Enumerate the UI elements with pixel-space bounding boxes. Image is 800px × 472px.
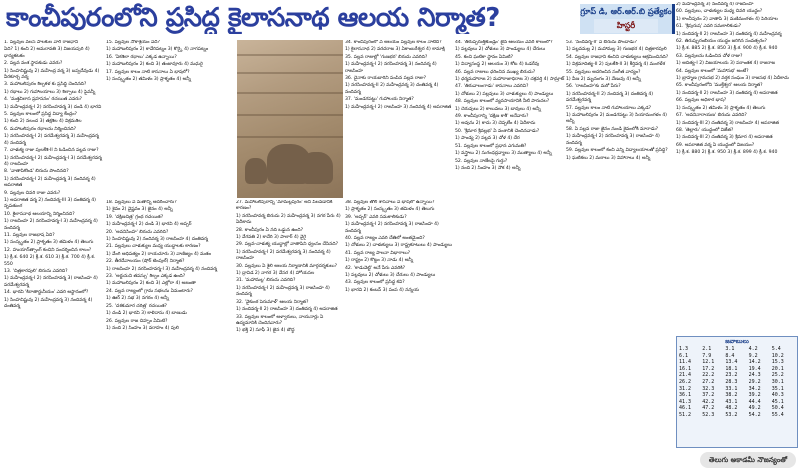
answer-cell: 12.1 bbox=[702, 359, 715, 366]
question-line: 9. పల్లవుల చివరి రాజు ఎవరు? bbox=[4, 190, 61, 196]
question-column-6 bbox=[566, 40, 674, 470]
question-line: 38. పల్లవుల తొలి శాసనాలు ఏ భాషలో ఉన్నాయి? bbox=[345, 200, 435, 205]
answer-cell: 6.1 bbox=[679, 352, 689, 359]
question-line: 16. 'ఏకశిలా రథాలు' ఎక్కడ ఉన్నాయి? bbox=[106, 54, 177, 60]
question-line: 1) పల్లవులు 2) చోళులు 3) చేరులు 4) పాండ్యులు bbox=[345, 273, 436, 279]
question-line: 46. పల్లవ రాజులు ధరించిన ముఖ్య బిరుదు? bbox=[455, 69, 536, 75]
question-line: 1) దండి 2) భారవి 3) కాళిదాసు 4) బాణుడు bbox=[106, 311, 187, 317]
question-line: 1) నరసింహవర్మ బిరుదు 2) మహేంద్రవర్మ 3) నగర పేరు 4) ఏదీకాదు bbox=[236, 213, 341, 226]
answer-cell: 54.2 bbox=[748, 411, 761, 418]
question-line: 1) మహేంద్రవర్మ-I 2) నరసింహవర్మ 3) రాజసింహ 4) నందివర్మ bbox=[566, 134, 660, 146]
answer-row bbox=[679, 392, 795, 399]
question-line: 20. 'అవనిసింహ' బిరుదు ఎవరిది? bbox=[106, 229, 169, 235]
question-line: 62. తిరుప్పురంబియం యుద్ధం జరిగిన సంవత్సరం? bbox=[676, 39, 767, 45]
answer-row bbox=[679, 412, 795, 419]
question-line: 1) నందివర్మ-III 2) దంతివర్మ 3) శ్రీమార 4) అపరాజిత bbox=[676, 135, 773, 141]
question-line: 47. 'తిరువాలంగాడు' శాసనాలు ఎవరివి? bbox=[455, 84, 529, 90]
question-line: 1) క్రీ.శ. 885 2) క్రీ.శ. 850 3) క్రీ.శ. 900 4) క్రీ.శ. 940 bbox=[676, 46, 778, 52]
question-line: ఏది? 1) కంచి 2) అమరావతి 3) విజయపురి 4) ధాన్యకటకం bbox=[4, 47, 90, 59]
answer-row bbox=[679, 366, 795, 373]
question-line: 10. కైలాసనాథ ఆలయాన్ని నిర్మించినది? bbox=[4, 211, 75, 217]
question-line: 15. పల్లవుల నౌకాశ్రయం ఏది? bbox=[106, 40, 160, 45]
question-line: 24. పల్లవ రాజ్యంలో గ్రామ సభలను ఏమంటారు? bbox=[106, 288, 193, 294]
question-column-5 bbox=[455, 40, 565, 470]
question-line: 55. పల్లవులు ఆదరించిన సంగీత వాద్యం? bbox=[566, 69, 641, 75]
answer-key-table bbox=[679, 346, 795, 419]
answer-cell: 15.3 bbox=[771, 359, 784, 366]
answer-cell: 32.3 bbox=[702, 385, 715, 392]
question-line: 1) సంస్కృతం 2) ప్రాకృతం 3) తమిళం 4) తెలుగు bbox=[4, 240, 94, 246]
question-line: 1) మహేంద్రవర్మ-I 2) రాజసింహ 3) నందివర్మ 4) అపరాజిత bbox=[345, 104, 452, 110]
question-line: 1) నంది 2) సింహం 3) వరాహం 4) పులి bbox=[106, 325, 179, 331]
answer-cell: 3.1 bbox=[725, 346, 735, 352]
answer-cell: 14.2 bbox=[748, 359, 761, 366]
question-line: 21. పల్లవులు చాళుక్యుల మధ్య యుద్ధాలకు కారణం? bbox=[106, 244, 201, 250]
answer-cell: 34.2 bbox=[748, 385, 761, 392]
question-line: 49. కాంచీపురాన్ని 'దక్షిణ కాశీ' అనేవారు? bbox=[455, 114, 529, 120]
question-line: 69. అపరాజిత వర్మ ఏ యుద్ధంలో విజయం? bbox=[676, 142, 755, 148]
answer-cell: 7.9 bbox=[702, 352, 712, 359]
question-line: 60. పల్లవులు, చాళుక్యుల మధ్య చివరి యుద్ధం? bbox=[676, 9, 763, 15]
question-line: 65. కాంచీపురంలోని 'ముక్తేశ్వర' ఆలయ నిర్మాత? bbox=[676, 83, 763, 89]
question-line: 1) ధర్మమహారాజ 2) మహారాజాధిరాజ 3) చక్రవర్తి 4) సామ్రాట్ bbox=[455, 77, 565, 83]
answer-key-box bbox=[676, 336, 798, 448]
question-line: 6. మహాబలిపురం రథాలను నిర్మించినది? bbox=[4, 126, 77, 132]
question-line: 42. 'కాడువెట్టి' అనే పేరు ఎవరికి? bbox=[345, 265, 406, 271]
answer-cell: 1.3 bbox=[679, 346, 689, 352]
question-line: 1) మహేంద్రవర్మ-I 2) దండి 3) భారవి 4) అప్పర్ bbox=[106, 222, 192, 228]
answer-cell: 49.2 bbox=[748, 405, 761, 412]
question-line: 1) రథాలు 2) గుహాలయాలు 3) శిల్పాలు 4) పైవన్నీ bbox=[4, 89, 96, 95]
question-line: 30. పల్లవులు ఏ శైలి ఆలయ నిర్మాణానికి మార్గదర్శకులు? bbox=[236, 263, 338, 269]
question-line: 2. పల్లవ వంశ స్థాపకుడు ఎవరు? bbox=[4, 61, 63, 67]
question-line: 1) చోళులు 2) చాళుక్యులు 3) రాష్ట్రకూటులు 4) పాండ్యులు bbox=[345, 243, 452, 249]
question-line: 64. పల్లవుల కాలంలో 'మహాసభ' అంటే? bbox=[676, 68, 749, 74]
question-line: 26. పల్లవుల రాజ చిహ్నం ఏమిటి? bbox=[106, 318, 168, 324]
question-line: 59. పల్లవుల కాలంలో కంచి ఎన్ని విద్యాలయాలతో ప్రసిద్ధి? bbox=[566, 148, 668, 154]
question-column-4-top bbox=[345, 40, 453, 198]
answer-cell: 2.1 bbox=[702, 346, 712, 352]
question-line: 1) సింహవిష్ణువు 2) నందివర్మ 3) రాజసింహ 4) దంతివర్మ bbox=[106, 237, 208, 243]
question-line: 53. 'నందివర్మ-II' ఏ బిరుదు పొందాడు? bbox=[566, 40, 637, 45]
answer-cell: 35.1 bbox=[771, 385, 784, 392]
question-line: 1) ఆదిత్య-I 2) విజయాలయ 3) పరాంతక 4) రాజరాజ bbox=[676, 61, 775, 67]
question-line: 67. 'అవనినారాయణ' బిరుదు ఎవరిది? bbox=[676, 113, 747, 119]
answer-cell: 51.2 bbox=[679, 411, 692, 418]
section-tag bbox=[580, 4, 675, 34]
question-line: 1) మహేంద్రవర్మ-I 2) నరసింహవర్మ 3) నందివర్మ 4) రాజసింహ bbox=[345, 62, 437, 74]
question-line: 23. 'అర్జునుని తపస్సు' శిల్పం ఎక్కడ ఉంది? bbox=[106, 274, 186, 280]
question-line: 1) నరసింహవర్మ-I 2) పరమేశ్వరవర్మ 3) నందివర్మ 4) రాజసింహ bbox=[236, 249, 331, 262]
question-line: 1) నరసింహవర్మ-II 2) నందివర్మ 3) దంతివర్మ 4) పరమేశ్వరవర్మ bbox=[566, 91, 654, 104]
question-line: 52. పల్లవుల నాణేలపై గుర్తు? bbox=[455, 158, 508, 164]
answer-cell: 52.3 bbox=[702, 411, 715, 418]
answer-cell: 30.1 bbox=[771, 378, 784, 385]
credit-footer: తెలుగు అకాడమీ నౌజన్యంతో bbox=[700, 452, 796, 468]
tag-subject-label: హిస్టరీ bbox=[594, 19, 658, 33]
answer-cell: 18.1 bbox=[725, 365, 738, 372]
answer-cell: 41.3 bbox=[679, 398, 692, 405]
question-line: 58. ఏ పల్లవ రాజు జైనం నుండి శైవంలోకి మారాడు? bbox=[566, 126, 659, 132]
answer-cell: 11.4 bbox=[679, 359, 692, 366]
question-line: 5. పల్లవుల కాలంలో ప్రసిద్ధ విద్యా కేంద్రం? bbox=[4, 112, 77, 118]
answer-row bbox=[679, 379, 795, 386]
question-line: 56. 'రాజసింహ'కు మరో పేరు? bbox=[566, 84, 621, 90]
answer-cell: 17.2 bbox=[702, 365, 715, 372]
answer-cell: 44.4 bbox=[748, 398, 761, 405]
answer-cell: 5.4 bbox=[771, 346, 781, 352]
question-line: 1) మహేంద్రవర్మ-I 2) నరసింహవర్మ 3) రాజసింహ 4) పరమేశ్వరవర్మ bbox=[4, 276, 98, 288]
answer-cell: 47.2 bbox=[702, 405, 715, 412]
question-line: 1) పాండ్య 2) పల్లవ 3) చోళ 4) చేర bbox=[455, 136, 520, 142]
question-line: 37. 'మండగపట్టు' గుహాలయ నిర్మాత? bbox=[345, 97, 414, 103]
question-line: 32. 'వైకుంఠ పెరుమాళ్' ఆలయ నిర్మాత? bbox=[236, 299, 309, 305]
question-column-2-bottom bbox=[106, 200, 234, 470]
question-line: 29. పల్లవ-చాళుక్య యుద్ధాల్లో వాతాపిని ధ్వంసం చేసినది? bbox=[236, 242, 339, 248]
answer-row bbox=[679, 353, 795, 360]
answer-cell: 16.1 bbox=[679, 365, 692, 372]
question-line: 1) వేంగి ఆధిపత్యం 2) రాయచూరు 3) వాణిజ్యం 4) మతం bbox=[106, 251, 211, 257]
question-line: 1) నరసింహవర్మ-I 2) పరమేశ్వరవర్మ 3) మహేంద్రవర్మ 4) నందివర్మ bbox=[4, 134, 99, 146]
question-column-4-bottom bbox=[345, 200, 453, 470]
question-line: 1) చెరువులు 2) కాలువలు 3) బావులు 4) అన్నీ bbox=[455, 106, 541, 112]
question-line: 1) ద్రావిడ 2) నాగర 3) వేసర 4) హోయసల bbox=[236, 271, 315, 277]
question-line: 63. పల్లవులను ఓడించిన చోళ రాజు? bbox=[676, 53, 743, 59]
question-line: 1) నందివర్మ-II 2) రాజసింహ 3) దంతివర్మ 4) మహేంద్రవర్మ bbox=[676, 31, 782, 37]
question-line: 17. పల్లవుల కాలం నాటి శాసనాలు ఏ భాషలో? bbox=[106, 69, 190, 75]
question-line: 1) ఘటికలు 2) మఠాలు 3) విహారాలు 4) అన్నీ bbox=[566, 155, 651, 161]
question-line: 41. పల్లవ రాజ్య పాలనా విభాగాలు? bbox=[345, 250, 411, 256]
question-line: 1) మహాబలిపురం 2) కంచి 3) తంజావూరు 4) మధురై bbox=[106, 62, 203, 68]
question-line: 1) సింహవిష్ణువు 2) మహేంద్రవర్మ 3) నందివర్మ 4) దంతివర్మ bbox=[4, 297, 93, 310]
question-line: 1) ప్రాకృతం 2) సంస్కృతం 3) తమిళం 4) తెలుగు bbox=[345, 207, 435, 213]
answer-cell: 9.2 bbox=[748, 352, 758, 359]
question-line: 28. కాంచీపురం ఏ నది ఒడ్డున ఉంది? bbox=[236, 227, 304, 233]
answer-row bbox=[679, 399, 795, 406]
answer-cell: 55.4 bbox=[771, 411, 784, 418]
question-line: 1) సంస్కృతం 2) తమిళం 3) ప్రాకృతం 4) తెలుగు bbox=[676, 105, 766, 111]
question-line: 1. పల్లవుల వలస పాలకుల వారి రాజధాని bbox=[4, 40, 79, 45]
question-line: 13. 'చిత్రకారపులి' బిరుదు ఎవరిది? bbox=[4, 269, 68, 274]
question-line: 1) భక్తి 2) సూఫీ 3) జైన 4) బౌద్ధ bbox=[236, 328, 295, 334]
answer-cell: 4.2 bbox=[748, 346, 758, 352]
question-line: 66. పల్లవుల అధికార భాష? bbox=[676, 98, 727, 104]
question-line: 1) కాంచీపురం 2) వాతాపి 3) మణిమంగళం 4) పెరియాల bbox=[676, 16, 778, 22]
question-line: 1) నందివర్మ-II 2) రాజసింహ 3) దంతివర్మ 4) అపరాజిత bbox=[676, 90, 778, 96]
question-line: 1) మహాబలిపురం 2) కంచి 3) ఎల్లోరా 4) అజంతా bbox=[106, 281, 197, 287]
question-line: 25. 'దశకుమార చరిత్ర' రచయిత? bbox=[106, 303, 167, 309]
question-line: 48. పల్లవుల కాలంలో వ్యవసాయానికి నీటి పారుదల? bbox=[455, 99, 550, 105]
question-line: 1) మహేంద్రవర్మ-I 2) నరసింహవర్మ 3) దండి 4) భారవి bbox=[4, 104, 102, 110]
answer-row bbox=[679, 372, 795, 379]
answer-cell: 21.4 bbox=[679, 372, 692, 379]
answer-cell: 33.1 bbox=[725, 385, 738, 392]
answer-row bbox=[679, 386, 795, 393]
question-line: 33. పల్లవుల కాలంలో ఆళ్వారులు, నాయనార్లు ఏ ఉద్యమానికి చెందినవారు? bbox=[236, 314, 324, 326]
question-line: 1) వేగవతి 2) కావేరి 3) పాలార్ 4) వైగై bbox=[236, 235, 307, 241]
question-line: 22. తీరదేవాలయం (షోర్ టెంపుల్) నిర్మాత? bbox=[106, 259, 185, 265]
question-line: 1) సంస్కృతం 2) తమిళం 3) ప్రాకృతం 4) అన్నీ bbox=[106, 77, 192, 83]
question-line: 4. 'మత్తవిలాస ప్రహసనం' రచయిత ఎవరు? bbox=[4, 97, 82, 103]
question-line: 68. 'తెల్లారు' యుద్ధంలో విజేత? bbox=[676, 127, 734, 133]
answer-cell: 43.1 bbox=[725, 398, 738, 405]
question-column-1 bbox=[4, 40, 104, 470]
question-line: 1) నందివర్మ-III 2) దంతివర్మ 3) రాజసింహ 4) అపరాజిత bbox=[676, 120, 779, 126]
answer-cell: 29.2 bbox=[748, 378, 761, 385]
question-line: 1) నరసింహవర్మ-I 2) మహేంద్రవర్మ-I 3) పరమేశ్వరవర్మ 4) రాజసింహ bbox=[4, 155, 102, 167]
question-line: 11. పల్లవుల రాజభాష ఏది? bbox=[4, 232, 55, 238]
question-line: 34. కాంచీపురంలో ఏ ఆలయం పల్లవుల కాలం నాటిది? bbox=[345, 40, 442, 45]
question-line: 40. పల్లవ రాజ్యం ఎవరి చేతిలో అంతమైంది? bbox=[345, 236, 425, 242]
question-column-7 bbox=[676, 2, 796, 332]
question-line: 1) ఊర్ 2) సభ 3) నగరం 4) అన్నీ bbox=[106, 296, 169, 302]
question-line: 1) భారవి 2) కంబన్ 3) పంప 4) నన్నయ bbox=[345, 287, 419, 293]
answer-cell: 40.3 bbox=[771, 392, 784, 399]
question-line: 18. పల్లవులు ఏ మతాన్ని ఆదరించారు? bbox=[106, 200, 177, 205]
answer-cell: 39.2 bbox=[748, 392, 761, 399]
question-line: 1) మహేంద్రవర్మ-I 2) నరసింహవర్మ 3) రాజసింహ 4) నందివర్మ bbox=[345, 222, 439, 234]
question-line: 50. 'శ్రీమార శ్రీవల్లభ' ఏ వంశానికి చెందినవాడు? bbox=[455, 128, 540, 134]
question-line: 1) వస్త్రాలు 2) సుగంధద్రవ్యాలు 3) ముత్యాలు 4) అన్నీ bbox=[455, 151, 552, 157]
answer-cell: 20.1 bbox=[771, 365, 784, 372]
question-line: 1) చోళులు 2) పల్లవులు 3) చాళుక్యులు 4) పాండ్యులు bbox=[455, 91, 554, 97]
answer-row bbox=[679, 359, 795, 366]
answer-cell: 46.1 bbox=[679, 405, 692, 412]
question-line: 31. 'మహామల్ల' బిరుదు ఎవరిది? bbox=[236, 278, 296, 284]
question-line: 39. 'అప్పర్' ఎవరి సమకాలికుడు? bbox=[345, 214, 407, 220]
question-line: 1) రాష్ట్రం 2) కొట్టం 3) నాడు 4) అన్నీ bbox=[345, 258, 414, 264]
question-line: 1) అపరాజిత వర్మ 2) నందివర్మ-III 3) దంతివర్మ 4) నృపతుంగ bbox=[4, 197, 96, 210]
answer-cell: 27.2 bbox=[702, 378, 715, 385]
question-line: 12. హుయాన్‌త్సాంగ్ కంచిని సందర్శించిన కాలం? bbox=[4, 247, 92, 253]
answer-cell: 42.2 bbox=[702, 398, 715, 405]
page-headline: కాంచీపురంలోని ప్రసిద్ధ కైలాసనాథ ఆలయ నిర్మాత? bbox=[6, 3, 500, 33]
question-line: 1) వీణ 2) మృదంగం 3) వేణువు 4) అన్నీ bbox=[566, 77, 641, 83]
answer-cell: 22.2 bbox=[702, 372, 715, 379]
answer-row bbox=[679, 405, 795, 412]
answer-cell: 37.2 bbox=[702, 392, 715, 399]
question-line: 1) నందివర్మ-II 2) రాజసింహ 3) దంతివర్మ 4) అపరాజిత bbox=[236, 307, 338, 313]
answer-cell: 31.2 bbox=[679, 385, 692, 392]
question-line: 1) పల్లవమల్ల 2) మహామల్ల 3) గుణభర 4) చిత్రకారపులి bbox=[566, 47, 667, 53]
question-line: 1) పల్లవులు 2) చోళులు 3) పాండ్యులు 4) చేరులు bbox=[455, 47, 546, 53]
tag-group-label: గ్రూప్ డి, ఆర్.ఆర్.బి ప్రత్యేకం bbox=[580, 7, 672, 16]
answer-cell: 45.1 bbox=[771, 398, 784, 405]
question-line: 2) మహేంద్రవర్మ 3) నందివర్మ 4) రాజసింహ bbox=[676, 2, 754, 7]
question-line: 1) నరసింహవర్మ-II 2) మహేంద్రవర్మ 3) దంతివర్మ 4) నందివర్మ bbox=[345, 83, 439, 95]
answer-cell: 10.2 bbox=[771, 352, 784, 359]
answer-cell: 24.3 bbox=[748, 372, 761, 379]
question-line: 1) బ్రాహ్మణ గ్రామసభ 2) వర్తక సంఘం 3) రాజసభ 4) ఏదీకాదు bbox=[676, 76, 789, 82]
question-line: 57. పల్లవుల కాలం నాటి గుహాలయాలు ఎక్కడ? bbox=[566, 105, 652, 111]
question-line: 27. మహాబలిపురాన్ని 'మామల్లపురం' అని పిలవడానికి కారణం? bbox=[236, 200, 333, 212]
question-line: 1) విక్రమాదిత్య-II 2) పులకేశి-II 3) కీర్తివర్మ 4) మంగళేశ bbox=[566, 62, 665, 68]
answer-cell: 38.2 bbox=[725, 392, 738, 399]
question-line: 36. చైనాకు రాయబారిని పంపిన పల్లవ రాజు? bbox=[345, 76, 427, 82]
question-line: 1) క్రీ.శ. 880 2) క్రీ.శ. 950 3) క్రీ.శ. 899 4) క్రీ.శ. 940 bbox=[676, 150, 778, 156]
question-column-2-top bbox=[106, 40, 234, 200]
answer-cell: 25.2 bbox=[771, 372, 784, 379]
answer-cell: 36.1 bbox=[679, 392, 692, 399]
question-line: 3. మహాబలిపురం శిల్పకళ కు ప్రసిద్ధి చెందినది? bbox=[4, 82, 87, 88]
answer-cell: 19.4 bbox=[748, 365, 761, 372]
question-line: 1) క్రీ.శ. 640 2) క్రీ.శ. 610 3) క్రీ.శ. 700 4) క్రీ.శ. 550 bbox=[4, 255, 96, 267]
question-line: 1) రాజసింహ 2) నరసింహవర్మ-I 3) మహేంద్రవర్మ 4) నందివర్మ bbox=[4, 219, 98, 231]
question-line: 1) కంచి 2) నలంద 3) తక్షశిల 4) విక్రమశిల bbox=[4, 119, 82, 125]
question-line: 1) మహాబలిపురం 2) కావేరిపట్నం 3) కొర్కై 4) నాగపట్నం bbox=[106, 47, 209, 53]
question-line: 8. 'వాతాపికొండ' బిరుదు పొందినది? bbox=[4, 169, 69, 175]
answer-cell: 23.2 bbox=[725, 372, 738, 379]
question-line: 19. 'దక్షిణచిత్ర' గ్రంథ రచయిత? bbox=[106, 214, 164, 220]
question-line: 7. చాళుక్య రాజు పులకేశి-II ని ఓడించిన పల్లవ రాజు? bbox=[4, 148, 99, 154]
question-line: 1) కైలాసనాథ 2) వరదరాజ 3) ఏకాంబరేశ్వర 4) కామాక్షి bbox=[345, 47, 445, 53]
answer-cell: 48.2 bbox=[725, 405, 738, 412]
question-line: 1) శైవం 2) వైష్ణవం 3) జైనం 4) అన్నీ bbox=[106, 207, 173, 213]
question-line: 35. పల్లవ రాజుల్లో 'గుణభర' బిరుదు ఎవరిది? bbox=[345, 54, 428, 60]
question-line: 1) అవును 2) కాదు 3) చెప్పలేం 4) ఏదీకాదు bbox=[455, 121, 536, 127]
temple-relief-photo bbox=[237, 40, 343, 198]
question-line: 1) సింహవిష్ణువు 2) మహేంద్ర వర్మ 3) బప్పదేవుడు 4) వీరకూర్చ వర్మ bbox=[4, 68, 100, 81]
question-line: 1) మహాబలిపురం 2) మండగపట్టు 3) సియామంగళం 4) అన్నీ bbox=[566, 113, 667, 125]
question-line: 1) రాజసింహ 2) నరసింహవర్మ-I 3) మహేంద్రవర్మ 4) నందివర్మ bbox=[106, 266, 218, 272]
answer-cell: 26.2 bbox=[679, 378, 692, 385]
question-line: 54. పల్లవుల రాజధాని కంచిని చాళుక్యులు ఆక్రమించినది? bbox=[566, 54, 669, 60]
question-line: 43. పల్లవుల కాలంలో ప్రసిద్ధ కవి? bbox=[345, 280, 405, 286]
question-line: 61. 'శ్రీపురుష' ఎవరి సమకాలికుడు? bbox=[676, 24, 742, 30]
question-line: 1) నరసింహవర్మ-I 2) మహేంద్రవర్మ 3) నందివర్మ 4) అపరాజిత bbox=[4, 176, 96, 189]
question-line: 1) నంది 2) సింహం 3) నౌక 4) అన్నీ bbox=[455, 165, 521, 171]
question-line: 51. పల్లవుల కాలంలో ప్రధాన ఎగుమతి? bbox=[455, 143, 527, 149]
question-line: 44. 'తిరుప్పరుత్తికుండ్రం' జైన ఆలయం ఎవరి కాలంలో? bbox=[455, 40, 553, 45]
answer-cell: 50.4 bbox=[771, 405, 784, 412]
question-column-3 bbox=[236, 200, 344, 470]
answer-row bbox=[679, 346, 795, 353]
answer-key-title: జవాబులు bbox=[725, 338, 749, 345]
answer-cell: 13.4 bbox=[725, 359, 738, 366]
question-line: 45. కంచి ఘటికా స్థానం ఏమిటి? bbox=[455, 54, 514, 60]
question-line: 1) విద్యాసంస్థ 2) ఆలయం 3) కోట 4) ఓడరేవు bbox=[455, 62, 540, 68]
answer-cell: 8.4 bbox=[725, 352, 735, 359]
answer-cell: 53.2 bbox=[725, 411, 738, 418]
answer-cell: 28.3 bbox=[725, 378, 738, 385]
question-line: 14. భారవి 'కిరాతార్జునీయం' ఎవరి ఆస్థానంలో? bbox=[4, 290, 89, 296]
question-line: 1) నరసింహవర్మ-I 2) మహేంద్రవర్మ 3) రాజసింహ 4) నందివర్మ bbox=[236, 285, 330, 298]
